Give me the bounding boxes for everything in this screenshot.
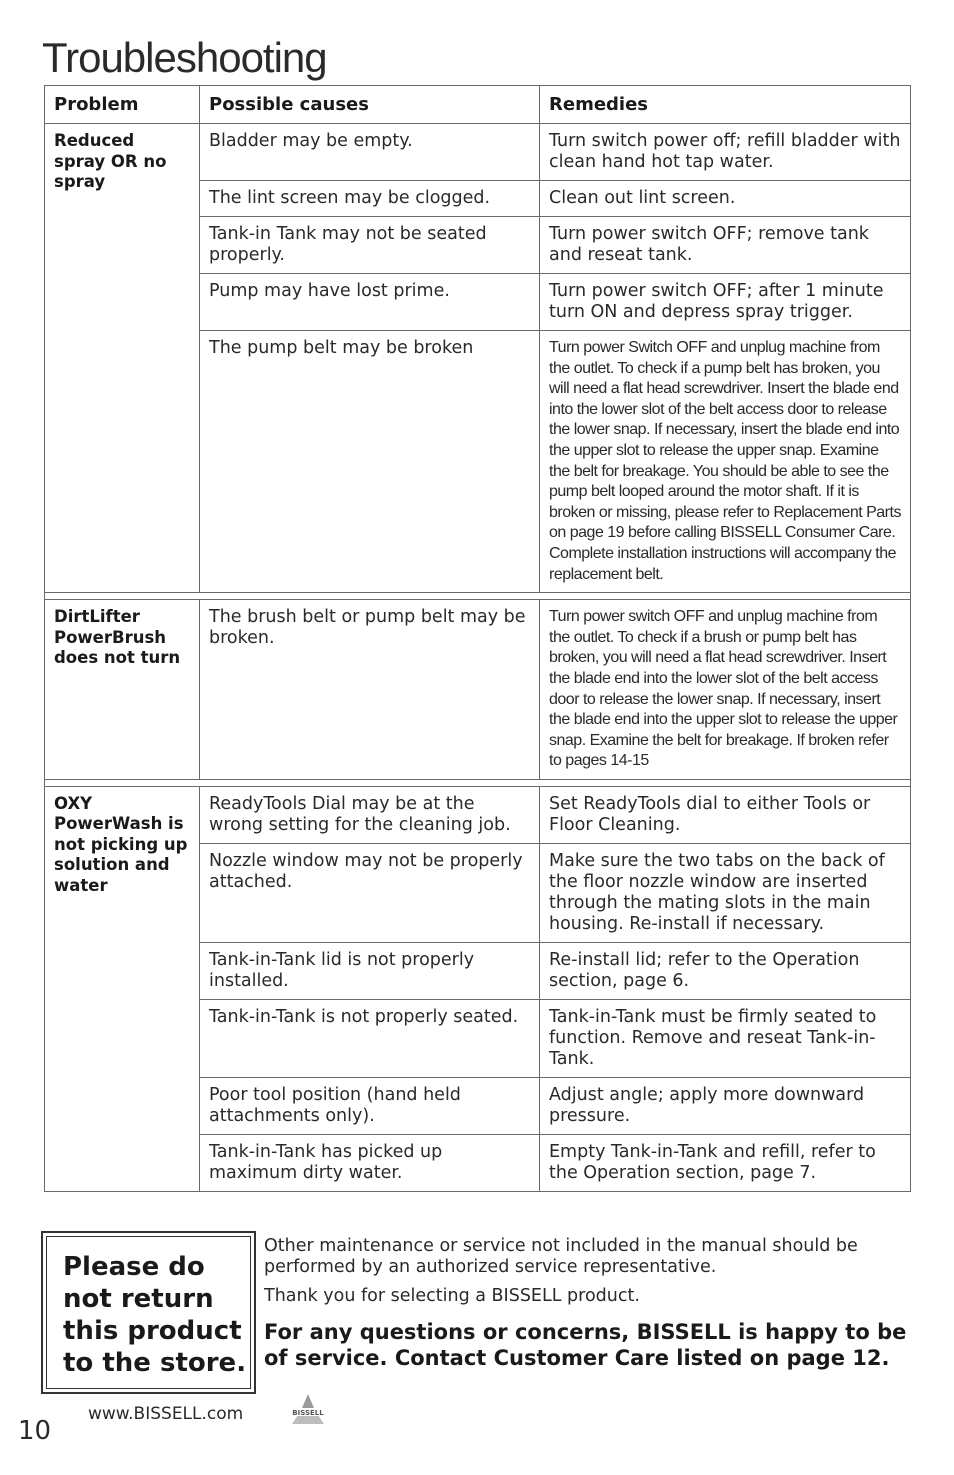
thanks-text: Thank you for selecting a BISSELL product. bbox=[264, 1286, 640, 1306]
remedy-cell: Tank-in-Tank must be firmly seated to function. Remove and reseat Tank-in-Tank. bbox=[540, 999, 911, 1077]
remedy-cell: Turn power switch OFF; after 1 minute turn ON and depress spray trigger. bbox=[540, 274, 911, 331]
service-info bbox=[264, 1236, 914, 1380]
troubleshooting-table bbox=[44, 85, 911, 1192]
cause-cell: The lint screen may be clogged. bbox=[200, 181, 540, 217]
remedy-cell: Set ReadyTools dial to either Tools or Floor Cleaning. bbox=[540, 786, 911, 843]
header-causes: Possible causes bbox=[200, 86, 540, 124]
problem-cell: Reduced spray OR no spray bbox=[45, 124, 200, 593]
page-number: 10 bbox=[18, 1416, 52, 1446]
group-separator bbox=[45, 593, 911, 600]
contact-text: For any questions or concerns, BISSELL is happy to be of service. Contact Customer Care listed on page 12. bbox=[264, 1319, 907, 1370]
cause-cell: Nozzle window may not be properly attached. bbox=[200, 843, 540, 942]
cause-cell: Poor tool position (hand held attachments only). bbox=[200, 1077, 540, 1134]
table-header-row bbox=[45, 86, 911, 124]
remedy-cell: Re-install lid; refer to the Operation section, page 6. bbox=[540, 942, 911, 999]
cause-cell: Tank-in-Tank is not properly seated. bbox=[200, 999, 540, 1077]
header-remedies: Remedies bbox=[540, 86, 911, 124]
notice-text: Please do not return this product to the store. bbox=[46, 1236, 251, 1389]
website-url: www.BISSELL.com bbox=[88, 1404, 244, 1424]
remedy-cell: Turn power switch OFF and unplug machine from the outlet. To check if a brush or pump belt has broken, you will need a flat head screwdriver. Insert the blade end into the lower slot of the belt access door to release the lower snap. If necessary, insert the blade end into the upper slot to release the upper snap. Examine the belt for breakage. If broken refer to pages 14-15 bbox=[540, 600, 911, 780]
problem-cell: DirtLifter PowerBrush does not turn bbox=[45, 600, 200, 780]
cause-cell: ReadyTools Dial may be at the wrong setting for the cleaning job. bbox=[200, 786, 540, 843]
table-row bbox=[45, 124, 911, 181]
table-row bbox=[45, 786, 911, 843]
remedy-cell: Adjust angle; apply more downward pressure. bbox=[540, 1077, 911, 1134]
bissell-logo bbox=[284, 1392, 332, 1426]
cause-cell: Bladder may be empty. bbox=[200, 124, 540, 181]
remedy-cell: Turn power Switch OFF and unplug machine from the outlet. To check if a pump belt has broken, you will need a flat head screwdriver. Insert the blade end into the lower slot of the belt access door to release the lower snap. If necessary, insert the blade end into the upper slot to release the upper snap. Examine the belt for breakage. You should be able to see the pump belt looped around the motor shaft. If it is broken or missing, please refer to Replacement Parts on page 19 before calling BISSELL Consumer Care. Complete installation instructions will accompany the replacement belt. bbox=[540, 331, 911, 593]
service-text: Other maintenance or service not included in the manual should be performed by an authorized service representative. bbox=[264, 1236, 858, 1277]
remedy-cell: Turn power switch OFF; remove tank and reseat tank. bbox=[540, 217, 911, 274]
cause-cell: The brush belt or pump belt may be broken. bbox=[200, 600, 540, 780]
do-not-return-notice bbox=[41, 1231, 256, 1394]
header-problem: Problem bbox=[45, 86, 200, 124]
remedy-cell: Empty Tank-in-Tank and refill, refer to the Operation section, page 7. bbox=[540, 1134, 911, 1191]
cause-cell: Tank-in Tank may not be seated properly. bbox=[200, 217, 540, 274]
cause-cell: Tank-in-Tank lid is not properly installed. bbox=[200, 942, 540, 999]
table-row bbox=[45, 600, 911, 780]
group-separator bbox=[45, 779, 911, 786]
cause-cell: Pump may have lost prime. bbox=[200, 274, 540, 331]
cause-cell: The pump belt may be broken bbox=[200, 331, 540, 593]
remedy-cell: Turn switch power off; refill bladder with clean hand hot tap water. bbox=[540, 124, 911, 181]
remedy-cell: Make sure the two tabs on the back of the floor nozzle window are inserted through the mating slots in the main housing. Re-install if necessary. bbox=[540, 843, 911, 942]
svg-text:BISSELL: BISSELL bbox=[292, 1409, 324, 1417]
remedy-cell: Clean out lint screen. bbox=[540, 181, 911, 217]
page-title: Troubleshooting bbox=[42, 34, 327, 81]
problem-cell: OXY PowerWash is not picking up solution and water bbox=[45, 786, 200, 1191]
cause-cell: Tank-in-Tank has picked up maximum dirty water. bbox=[200, 1134, 540, 1191]
